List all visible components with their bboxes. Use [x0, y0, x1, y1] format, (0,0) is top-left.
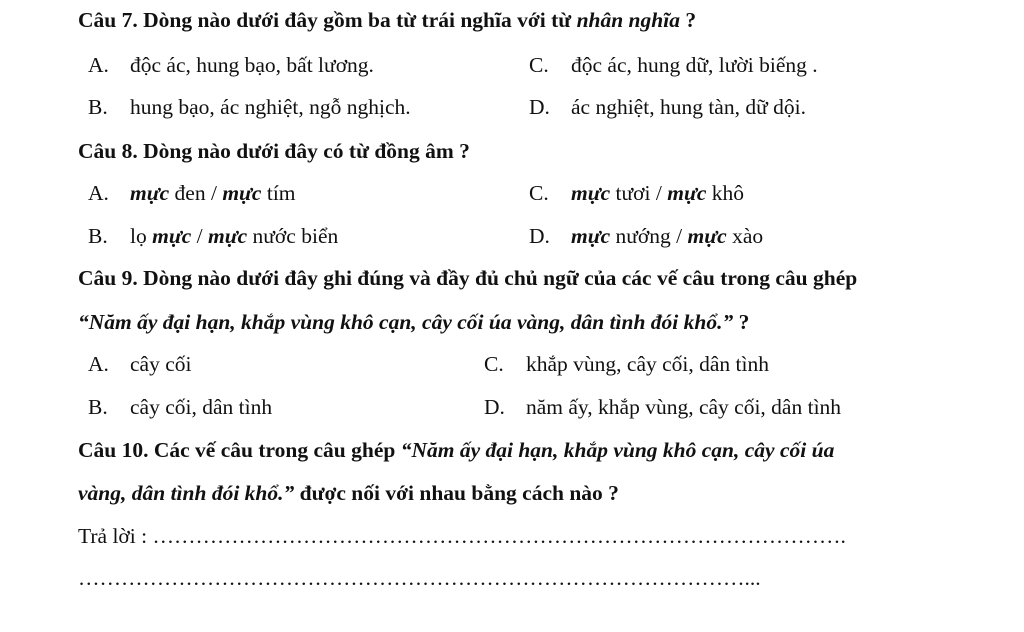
- option-key: D.: [484, 395, 505, 419]
- answer-line-1[interactable]: [78, 526, 948, 548]
- option-key: C.: [484, 352, 504, 376]
- option-text: tím: [261, 181, 296, 205]
- question-7-term: nhân nghĩa: [576, 8, 680, 32]
- highlighted-word: mực: [571, 224, 611, 248]
- question-9-quote-line: [78, 312, 749, 334]
- option-key: C.: [529, 53, 549, 77]
- q8-option-c[interactable]: [529, 183, 744, 205]
- answer-line-2[interactable]: [78, 568, 838, 590]
- answer-label: Trả lời :: [78, 526, 153, 548]
- question-10-text: Câu 10. Các vế câu trong câu ghép: [78, 438, 401, 462]
- question-10-suffix: được nối với nhau bằng cách nào ?: [294, 481, 619, 505]
- option-key: B.: [88, 224, 108, 248]
- option-key: A.: [88, 352, 109, 376]
- option-text: /: [191, 224, 208, 248]
- option-key: D.: [529, 224, 550, 248]
- question-9-quote: “Năm ấy đại hạn, khắp vùng khô cạn, cây cối úa vàng, dân tình đói khổ.”: [78, 310, 734, 334]
- question-7-title: [78, 10, 696, 32]
- option-text: nước biển: [247, 224, 339, 248]
- question-10-line-2: [78, 483, 619, 505]
- q9-option-d[interactable]: [484, 397, 841, 419]
- highlighted-word: mực: [152, 224, 192, 248]
- highlighted-word: mực: [130, 181, 170, 205]
- option-key: D.: [529, 95, 550, 119]
- highlighted-word: mực: [208, 224, 248, 248]
- option-text: tươi /: [610, 181, 668, 205]
- question-10-quote: “Năm ấy đại hạn, khắp vùng khô cạn, cây cối úa: [400, 438, 835, 462]
- option-text: năm ấy, khắp vùng, cây cối, dân tình: [526, 395, 842, 419]
- question-7-suffix: ?: [679, 8, 697, 32]
- option-text: xào: [726, 224, 764, 248]
- answer-dots: …………………………………………………………………………………...: [78, 568, 761, 590]
- q9-option-a[interactable]: [88, 354, 191, 376]
- option-text: cây cối, dân tình: [130, 395, 273, 419]
- question-7-text: Câu 7. Dòng nào dưới đây gồm ba từ trái nghĩa với từ: [78, 8, 577, 32]
- option-text: nướng /: [610, 224, 688, 248]
- question-9-suffix: ?: [733, 310, 750, 334]
- highlighted-word: mực: [571, 181, 611, 205]
- q7-option-b[interactable]: [88, 97, 411, 119]
- option-text: độc ác, hung dữ, lười biếng .: [571, 53, 818, 77]
- option-text: khắp vùng, cây cối, dân tình: [526, 352, 770, 376]
- question-8-title: Câu 8. Dòng nào dưới đây có từ đồng âm ?: [78, 139, 470, 163]
- option-text: hung bạo, ác nghiệt, ngỗ nghịch.: [130, 95, 411, 119]
- q7-option-a[interactable]: [88, 55, 374, 77]
- option-text: lọ: [130, 224, 153, 248]
- q9-option-b[interactable]: [88, 397, 272, 419]
- question-9-title: Câu 9. Dòng nào dưới đây ghi đúng và đầy đủ chủ ngữ của các vế câu trong câu ghép: [78, 266, 858, 290]
- highlighted-word: mực: [222, 181, 262, 205]
- option-key: A.: [88, 53, 109, 77]
- q8-option-a[interactable]: [88, 183, 296, 205]
- option-text: độc ác, hung bạo, bất lương.: [130, 53, 374, 77]
- option-key: C.: [529, 181, 549, 205]
- option-text: ác nghiệt, hung tàn, dữ dội.: [571, 95, 806, 119]
- q7-option-c[interactable]: [529, 55, 818, 77]
- option-text: khô: [706, 181, 745, 205]
- q8-option-d[interactable]: [529, 226, 763, 248]
- answer-dots: …………………………………………………………………………………….: [152, 526, 846, 548]
- option-text: cây cối: [130, 352, 192, 376]
- q8-option-b[interactable]: [88, 226, 338, 248]
- question-10-title: [78, 440, 834, 462]
- option-text: đen /: [169, 181, 223, 205]
- q7-option-d[interactable]: [529, 97, 806, 119]
- question-10-quote-end: vàng, dân tình đói khổ.”: [78, 481, 295, 505]
- option-key: B.: [88, 395, 108, 419]
- option-key: A.: [88, 181, 109, 205]
- option-key: B.: [88, 95, 108, 119]
- highlighted-word: mực: [687, 224, 727, 248]
- highlighted-word: mực: [667, 181, 707, 205]
- q9-option-c[interactable]: [484, 354, 769, 376]
